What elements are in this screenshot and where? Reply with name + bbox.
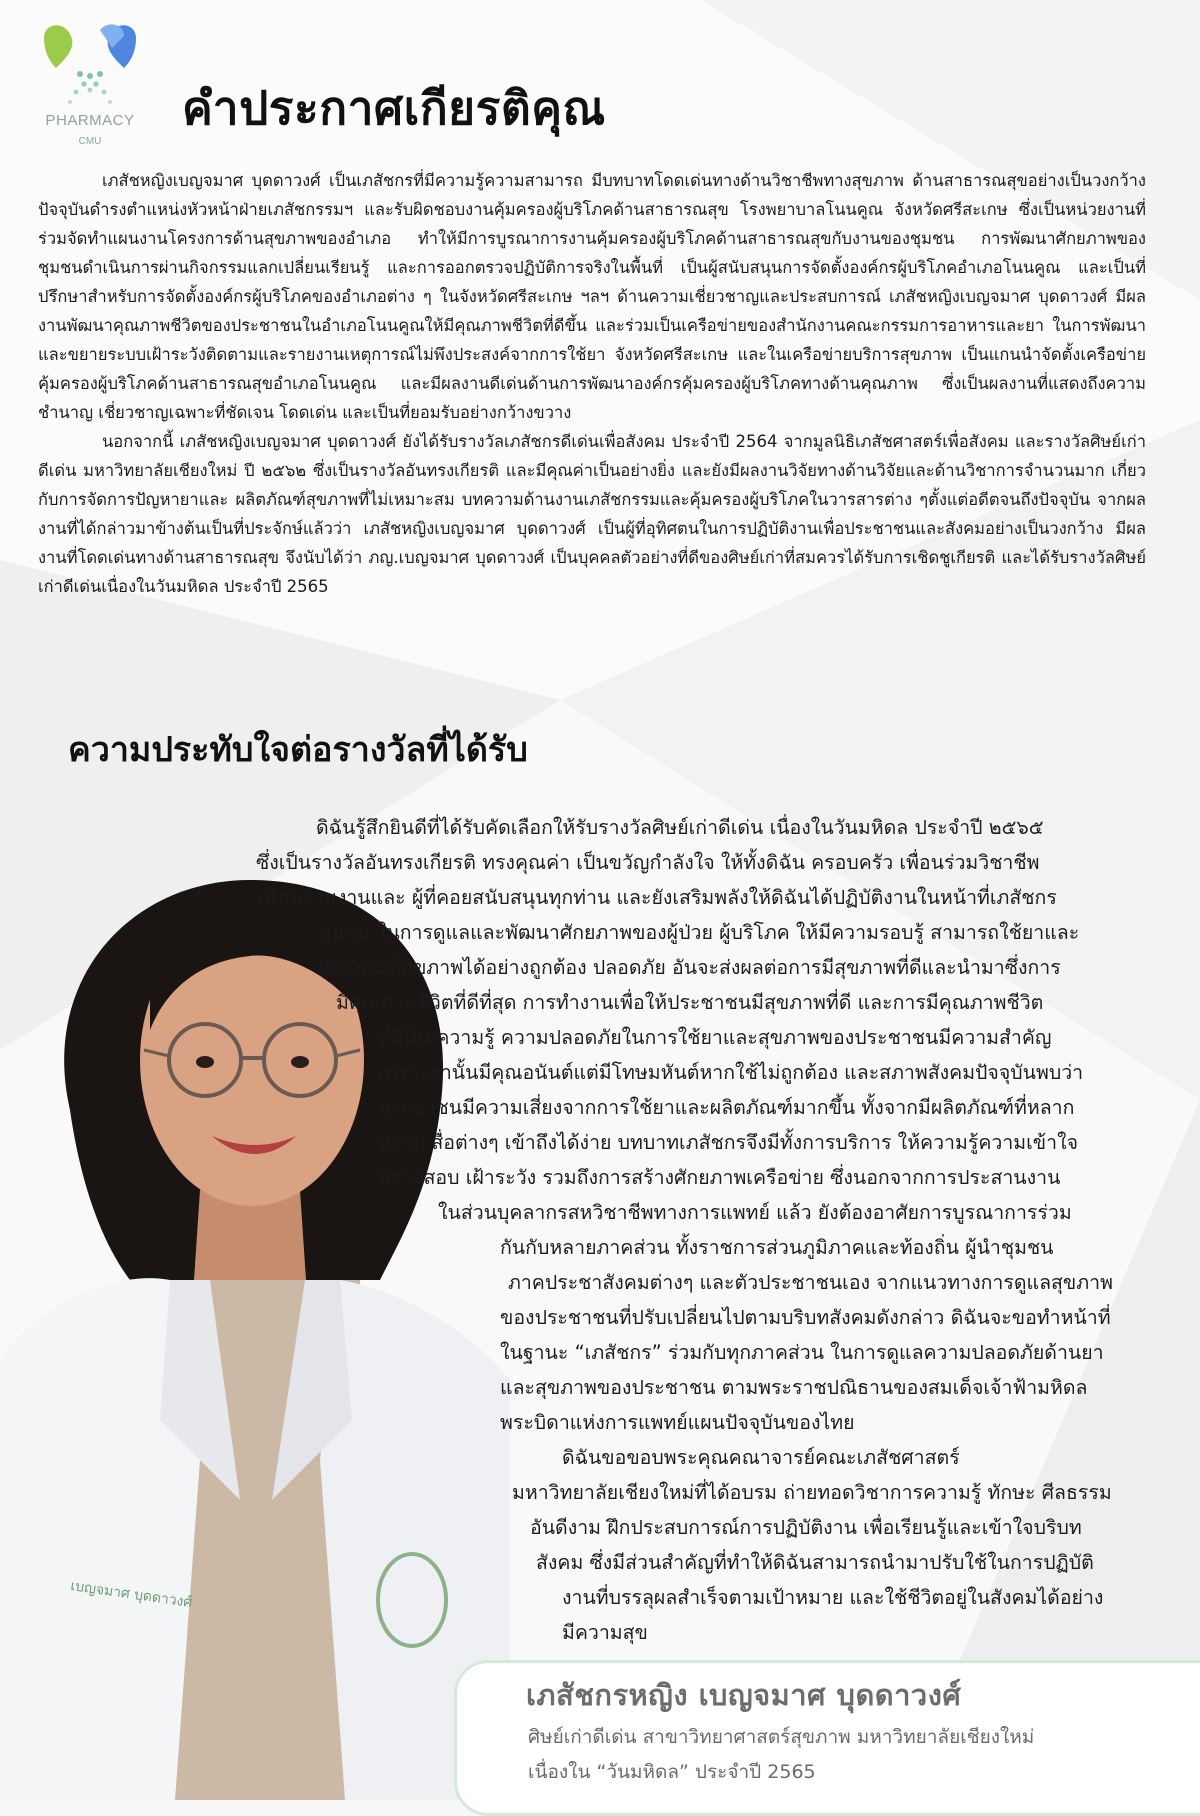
- speech-line: งานที่บรรลุผลสำเร็จตามเป้าหมาย และใช้ชีวิตอยู่ในสังคมได้อย่าง: [562, 1586, 1104, 1609]
- impression-title: ความประทับใจต่อรางวัลที่ได้รับ: [68, 730, 528, 770]
- card-role: ศิษย์เก่าดีเด่น สาขาวิทยาศาสตร์สุขภาพ มหาวิทยาลัยเชียงใหม่: [528, 1726, 1035, 1748]
- speech-line: มีคุณภาพชีวิตที่ดีที่สุด การทำงานเพื่อให้ประชาชนมีสุขภาพที่ดี และการมีคุณภาพชีวิต: [336, 991, 1044, 1014]
- speech-line: ดิฉันรู้สึกยินดีที่ได้รับคัดเลือกให้รับรางวัลศิษย์เก่าดีเด่น เนื่องในวันมหิดล ประจำปี ๒๕๖๕: [316, 816, 1044, 839]
- speech-line: ที่ดีนั้น ความรู้ ความปลอดภัยในการใช้ยาและสุขภาพของประชาชนมีความสำคัญ: [378, 1026, 1052, 1049]
- speech-line: กันกับหลายภาคส่วน ทั้งราชการส่วนภูมิภาคและท้องถิ่น ผู้นำชุมชน: [500, 1236, 1054, 1259]
- card-occasion: เนื่องใน “วันมหิดล” ประจำปี 2565: [528, 1761, 816, 1783]
- speech-line: พระบิดาแห่งการแพทย์แผนปัจจุบันของไทย: [500, 1411, 855, 1434]
- speech-line: อันดีงาม ฝึกประสบการณ์การปฏิบัติงาน เพื่อเรียนรู้และเข้าใจบริบท: [530, 1516, 1082, 1539]
- speech-line: ผลิตภัณฑ์สุขภาพได้อย่างถูกต้อง ปลอดภัย อันจะส่งผลต่อการมีสุขภาพที่ดีและนำมาซึ่งการ: [318, 956, 1061, 979]
- speech-line: ในฐานะ “เภสัชกร” ร่วมกับทุกภาคส่วน ในการดูแลความปลอดภัยด้านยา: [500, 1341, 1104, 1364]
- speech-line: หลาย สื่อต่างๆ เข้าถึงได้ง่าย บทบาทเภสัชกรจึงมีทั้งการบริการ ให้ความรู้ความเข้าใจ: [378, 1131, 1079, 1154]
- citation-paragraph: เภสัชหญิงเบญจมาศ บุดดาวงศ์ เป็นเภสัชกรที่มีความรู้ความสามารถ มีบทบาทโดดเด่นทางด้านวิชาชีพทางสุขภาพ ด้านสาธารณสุขอย่างเป็นวงกว้าง ปัจจุบันดำรงตำแหน่งหัวหน้าฝ่ายเภสัชกรรมฯ และรับผิดชอบงานคุ้มครองผู้บริโภคด้านสาธารณสุข โรงพยาบาลโนนคูณ จังหวัดศรีสะเกษ ซึ่งเป็นหน่วยงานที่ร่วมจัดทำแผนงานโครงการด้านสุขภาพของอำเภอ ทำให้มีการบูรณาการงานคุ้มครองผู้บริโภคด้านสาธารณสุขกับงานของชุมชน การพัฒนาศักยภาพของชุมชนดำเนินการผ่านกิจกรรมแลกเปลี่ยนเรียนรู้ และการออกตรวจปฏิบัติการจริงในพื้นที่ เป็นผู้สนับสนุนการจัดตั้งองค์กรผู้บริโภคอำเภอโนนคูณ และเป็นที่ปรึกษาสำหรับการจัดตั้งองค์กรผู้บริโภคของอำเภอต่าง ๆ ในจังหวัดศรีสะเกษ ฯลฯ ด้านความเชี่ยวชาญและประสบการณ์ เภสัชหญิงเบญจมาศ บุดดาวงศ์ มีผลงานพัฒนาคุณภาพชีวิตของประชาชนในอำเภอโนนคูณให้มีคุณภาพชีวิตที่ดีขึ้น และร่วมเป็นเครือข่ายของสำนักงานคณะกรรมการอาหารและยา ในการพัฒนาและขยายระบบเฝ้าระวังติดตามและรายงานเหตุการณ์ไม่พึงประสงค์จากการใช้ยา จังหวัดศรีสะเกษ และในเครือข่ายบริการสุขภาพ เป็นแกนนำจัดตั้งเครือข่ายคุ้มครองผู้บริโภคด้านสาธารณสุขอำเภอโนนคูณ และมีผลงานดีเด่นด้านการพัฒนาองค์กรคุ้มครองผู้บริโภคทางด้านคุณภาพ ซึ่งเป็นผลงานที่แสดงถึงความชำนาญ เชี่ยวชาญเฉพาะที่ชัดเจน โดดเด่น และเป็นที่ยอมรับอย่างกว้างขวาง: [38, 171, 1146, 422]
- speech-line: และสุขภาพของประชาชน ตามพระราชปณิธานของสมเด็จเจ้าฟ้ามหิดล: [500, 1376, 1088, 1399]
- speech-line: มีความสุข: [562, 1621, 648, 1644]
- logo-name: PHARMACY: [45, 112, 135, 129]
- logo-mark-icon: [34, 16, 146, 112]
- speech-line: มหาวิทยาลัยเชียงใหม่ที่ได้อบรม ถ่ายทอดวิชาการความรู้ ทักษะ ศีลธรรม: [512, 1481, 1112, 1504]
- speech-line: ดิฉันขอขอบพระคุณคณาจารย์คณะเภสัชศาสตร์: [562, 1446, 960, 1469]
- svg-text:เบญจมาศ บุดดาวงศ์: เบญจมาศ บุดดาวงศ์: [69, 1578, 194, 1612]
- speech-line: ซึ่งเป็นรางวัลอันทรงเกียรติ ทรงคุณค่า เป็นขวัญกำลังใจ ให้ทั้งดิฉัน ครอบครัว เพื่อนร่วมวิชาชีพ: [256, 851, 1040, 874]
- citation-body: [38, 166, 1146, 601]
- logo-sub: CMU: [78, 136, 102, 147]
- card-name: เภสัชกรหญิง เบญจมาศ บุดดาวงศ์: [526, 1678, 962, 1712]
- speech-line: สังคม ซึ่งมีส่วนสำคัญที่ทำให้ดิฉันสามารถนำมาปรับใช้ในการปฏิบัติ: [536, 1551, 1094, 1574]
- speech-line: เพราะยานั้นมีคุณอนันต์แต่มีโทษมหันต์หากใช้ไม่ถูกต้อง และสภาพสังคมปัจจุบันพบว่า: [378, 1061, 1084, 1084]
- pharmacy-cmu-logo: [34, 16, 146, 156]
- speech-line: ตรวจสอบ เฝ้าระวัง รวมถึงการสร้างศักยภาพเครือข่าย ซึ่งนอกจากการประสานงาน: [378, 1166, 1061, 1189]
- citation-title: คำประกาศเกียรติคุณ: [182, 81, 606, 135]
- speech-line: ของประชาชนที่ปรับเปลี่ยนไปตามบริบทสังคมดังกล่าว ดิฉันจะขอทำหน้าที่: [500, 1306, 1111, 1329]
- citation-paragraph: นอกจากนี้ เภสัชหญิงเบญจมาศ บุดดาวงศ์ ยังได้รับรางวัลเภสัชกรดีเด่นเพื่อสังคม ประจำปี 2564 จากมูลนิธิเภสัชศาสตร์เพื่อสังคม และรางวัลศิษย์เก่าดีเด่น มหาวิทยาลัยเชียงใหม่ ปี ๒๕๖๒ ซึ่งเป็นรางวัลอันทรงเกียรติ และมีคุณค่าเป็นอย่างยิ่ง และยังมีผลงานวิจัยทางด้านวิจัยและด้านวิชาการจำนวนมาก เกี่ยวกับการจัดการปัญหายาและ ผลิตภัณฑ์สุขภาพที่ไม่เหมาะสม บทความด้านงานเภสัชกรรมและคุ้มครองผู้บริโภคในวารสารต่าง ๆตั้งแต่อดีตจนถึงปัจจุบัน จากผลงานที่ได้กล่าวมาข้างต้นเป็นที่ประจักษ์แล้วว่า เภสัชหญิงเบญจมาศ บุดดาวงศ์ เป็นผู้ที่อุทิศตนในการปฏิบัติงานเพื่อประชาชนและสังคมอย่างเป็นวงกว้าง มีผลงานที่โดดเด่นทางด้านสาธารณสุข จึงนับได้ว่า ภญ.เบญจมาศ บุดดาวงศ์ เป็นบุคคลตัวอย่างที่ดีของศิษย์เก่าที่สมควรได้รับการเชิดชูเกียรติ และได้รับรางวัลศิษย์เก่าดีเด่นเนื่องในวันมหิดล ประจำปี 2565: [38, 432, 1146, 596]
- speech-line: ภาคประชาสังคมต่างๆ และตัวประชาชนเอง จากแนวทางการดูแลสุขภาพ: [508, 1271, 1113, 1294]
- speech-line: ชุมชน ในการดูแลและพัฒนาศักยภาพของผู้ป่วย ผู้บริโภค ให้มีความรอบรู้ สามารถใช้ยาและ: [318, 921, 1080, 944]
- speech-line: ในส่วนบุคลากรสหวิชาชีพทางการแพทย์ แล้ว ยังต้องอาศัยการบูรณาการร่วม: [438, 1201, 1072, 1224]
- speech-line: เพื่อนร่วมงานและ ผู้ที่คอยสนับสนุนทุกท่าน และยังเสริมพลังให้ดิฉันได้ปฏิบัติงานในหน้าที่เภสัชกร: [258, 886, 1057, 909]
- speech-line: ประชาชนมีความเสี่ยงจากการใช้ยาและผลิตภัณฑ์มากขึ้น ทั้งจากมีผลิตภัณฑ์ที่หลาก: [378, 1096, 1075, 1119]
